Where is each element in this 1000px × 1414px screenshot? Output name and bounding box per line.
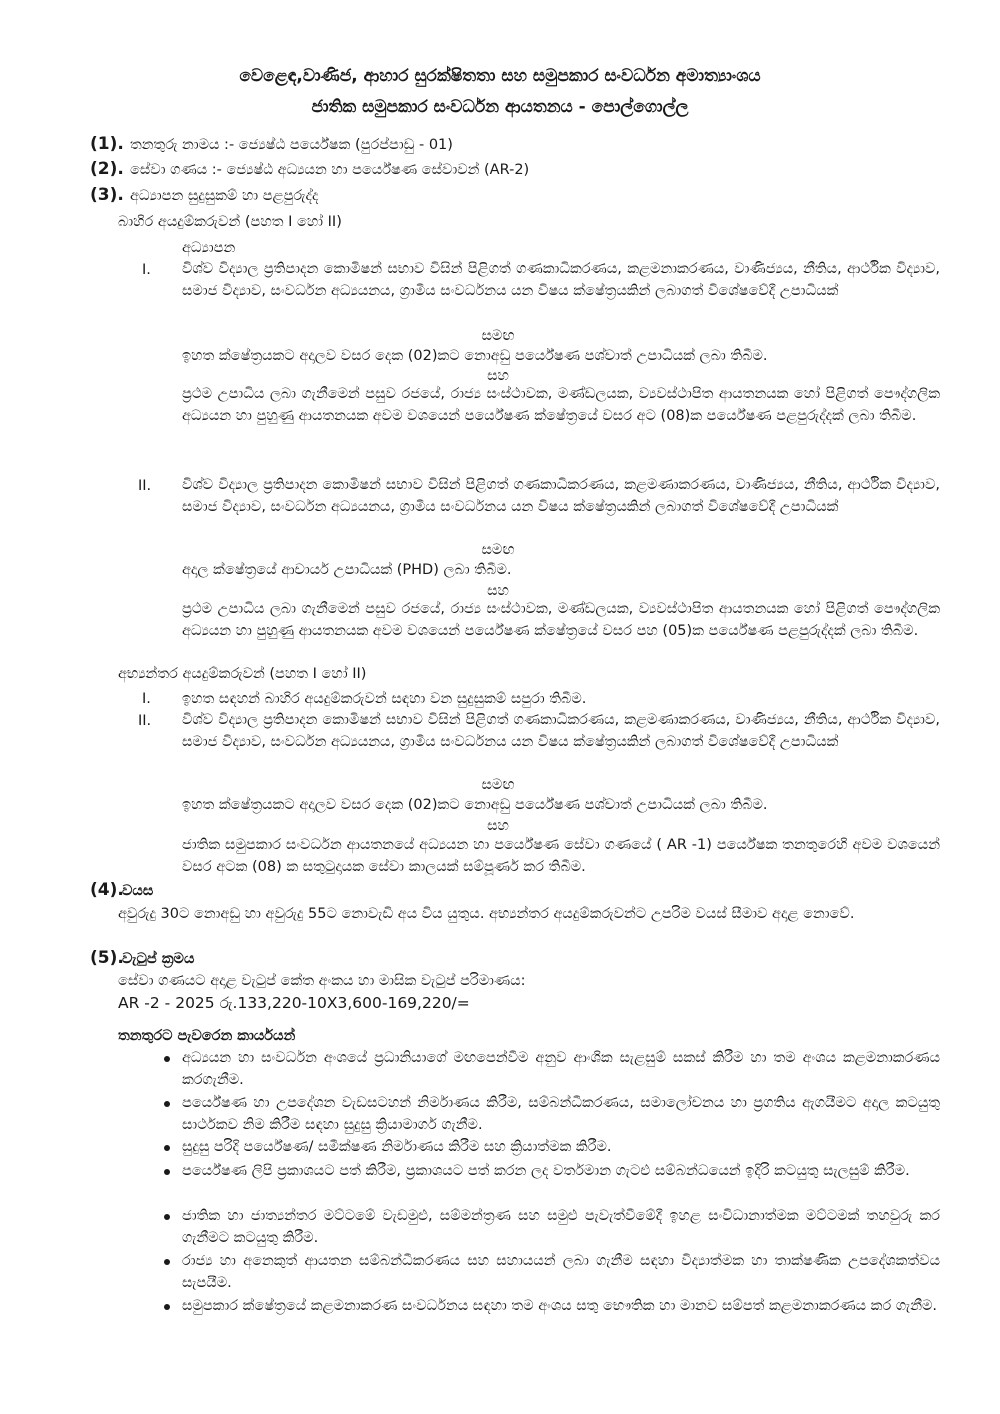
internal-ii-postgrad: ඉහත ක්ෂේත්‍රයකට අදාලව වසර දෙක (02)කට නොඅඩු පර්යේෂණ පශ්චාත් උපාධියක් ලබා තිබීම. bbox=[182, 797, 768, 813]
duties-heading: තනතුරට පැවරෙන කාර්යයන් bbox=[118, 1028, 296, 1044]
external-ii-degree: විශ්ව විද්‍යාල ප්‍රතිපාදන කොමිෂන් සභාව විසින් පිළිගත් ගණකාධිකරණය, කළමණාකරණය, වාණිජ්‍යය, නීතිය, ආර්ථික විද්‍යාව, සමාජ විද්‍යාව, සංවර්ධන අධ්‍යයනය, ග්‍රාමීය සංවර්ධනය යන විෂය ක්ෂේත්‍රයකින් ලබාගත් විශේෂවේදී උපාධියක් bbox=[182, 477, 940, 515]
internal-i-text: ඉහත සඳහන් බාහිර අයදුම්කරුවන් සඳහා වන සුදුසුකම් සපුරා තිබීම. bbox=[182, 691, 587, 707]
service-category: සේවා ගණය :- ජ්‍යෙෂ්ඨ අධ්‍යයන හා පර්යේෂණ සේවාවන් (AR-2) bbox=[130, 162, 530, 178]
age-requirement: අවුරුදු 30ට නොඅඩු හා අවුරුදු 55ට නොවැඩි අය විය යුතුය. අභ්‍යන්තර අයදුම්කරුවන්ට උපරිම වයස් සීමාව අදාළ නොවේ. bbox=[118, 906, 855, 922]
duty-item: සුදුසු පරිදි පර්යේෂණ/ සමීක්ෂණ නිර්මාණය කිරීම සහ ක්‍රියාත්මක කිරීම. bbox=[182, 1139, 612, 1155]
institute-title: ජාතික සමුපකාර සංවර්ධන ආයතනය - පොල්ගොල්ල bbox=[311, 97, 689, 117]
external-i-postgrad: ඉහත ක්ෂේත්‍රයකට අදාලව වසර දෙක (02)කට නොඅඩු පර්යේෂණ පශ්චාත් උපාධියක් ලබා තිබීම. bbox=[182, 348, 768, 364]
external-ii-mark: II. bbox=[138, 478, 152, 494]
internal-ii-and-2: සහ bbox=[487, 818, 509, 834]
qualifications-heading: අධ්‍යාපන සුදුසුකම් හා පළපුරුද්ද bbox=[130, 188, 319, 204]
bullet-icon bbox=[164, 1056, 170, 1062]
duty-item: පර්යේෂණ හා උපදේශන වැඩසටහන් නිර්මාණය කිරීම, සම්බන්ධීකරණය, සමාලෝචනය හා ප්‍රගතිය ඇගයීමට අදාල කටයුතු සාර්ථකව නිම කිරීම සඳහා සුදුසු ක්‍රියාමාර්ග ගැනීම. bbox=[182, 1095, 940, 1133]
age-heading: වයස bbox=[122, 883, 154, 899]
post-title: තනතුරු නාමය :- ජ්‍යෙෂ්ඨ පර්යේෂක (පුරප්පාඩු - 01) bbox=[130, 137, 453, 153]
bullet-icon bbox=[164, 1304, 170, 1310]
bullet-icon bbox=[164, 1214, 170, 1220]
bullet-icon bbox=[164, 1259, 170, 1265]
section-3-number: (3). bbox=[90, 185, 124, 205]
internal-ii-mark: II. bbox=[138, 713, 152, 729]
salary-heading: වැටුප් ක්‍රමය bbox=[122, 951, 195, 967]
section-2-number: (2). bbox=[90, 159, 124, 179]
duty-item: රාජ්‍ය හා අනෙකුත් ආයතන සම්බන්ධීකරණය සහ සහායයන් ලබා ගැනීම සඳහා විද්‍යාත්මක හා තාක්ෂණික උපදේශකත්වය සැපයීම. bbox=[182, 1253, 940, 1291]
duty-item: ජාතික හා ජාත්‍යන්තර මට්ටමේ වැඩමුළු, සම්මන්ත්‍රණ සහ සමුළු පැවැත්වීමේදී ඉහළ සංවිධානාත්මක මට්ටමක් තහවුරු කර ගැනීමට කටයුතු කිරීම. bbox=[182, 1208, 940, 1246]
duty-item: අධ්‍යයන හා සංවර්ධන අංශයේ ප්‍රධානියාගේ මඟපෙන්වීම අනුව ආංශික සැළසුම් සකස් කිරීම හා තම අංශය කළමනාකරණය කරගැනීම. bbox=[182, 1050, 940, 1088]
external-i-and-1: සමඟ bbox=[481, 328, 515, 344]
internal-ii-service: ජාතික සමුපකාර සංවර්ධන ආයතනයේ අධ්‍යයන හා පර්යේෂණ සේවා ගණයේ ( AR -1) පර්යේෂක තනතුරෙහි අවම වශයෙන් වසර අටක (08) ක සතුටුදායක සේවා කාලයක් සම්පූර්ණ කර තිබීම. bbox=[182, 837, 940, 875]
duty-item: සමුපකාර ක්ෂේත්‍රයේ කළමනාකරණ සංවර්ධනය සඳහා තම අංශය සතු භෞතික හා මානව සම්පත් කළමනාකරණය කර ගැනීම. bbox=[182, 1298, 938, 1314]
external-ii-experience: ප්‍රථම උපාධිය ලබා ගැනීමෙන් පසුව රජයේ, රාජ්‍ය සංස්ථාවක, මණ්ඩලයක, ව්‍යවස්ථාපිත ආයතනයක හෝ පිළිගත් පෞද්ගලික අධ්‍යයන හා පුහුණු ආයතනයක අවම වශයෙන් පර්යේෂණ ක්ෂේත්‍රයේ වසර පහ (05)ක පර්යේෂණ පළපුරුද්දක් ලබා තිබීම. bbox=[182, 601, 940, 639]
bullet-icon bbox=[164, 1169, 170, 1175]
external-ii-phd: අදාල ක්ෂේත්‍රයේ ආචාර්ය උපාධියක් (PHD) ලබා තිබීම. bbox=[182, 562, 512, 578]
external-applicants-heading: බාහිර අයදුම්කරුවන් (පහත I හෝ II) bbox=[118, 214, 342, 230]
salary-scale-label: සේවා ගණයට අදාළ වැටුප් කේත අංකය හා මාසික වැටුප් පරිමාණය: bbox=[118, 973, 526, 989]
duty-item: පර්යේෂණ ලිපි ප්‍රකාශයට පත් කිරීම, ප්‍රකාශයට පත් කරන ලද වර්තමාන ගැටළු සම්බන්ධයෙන් ඉදිරි කටයුතු සැලසුම් කිරීම. bbox=[182, 1163, 910, 1179]
section-1-number: (1). bbox=[90, 134, 124, 154]
external-ii-and-2: සහ bbox=[487, 583, 509, 599]
section-5-number: (5). bbox=[90, 948, 124, 968]
internal-i-mark: I. bbox=[142, 691, 151, 707]
external-i-mark: I. bbox=[142, 262, 151, 278]
external-i-and-2: සහ bbox=[487, 368, 509, 384]
external-i-degree: විශ්ව විද්‍යාල ප්‍රතිපාදන කොමිෂන් සභාව විසින් පිළිගත් ගණකාධිකරණය, කළමනාකරණය, වාණිජ්‍යය, නීතිය, ආර්ථික විද්‍යාව, සමාජ විද්‍යාව, සංවර්ධන අධ්‍යයනය, ග්‍රාමීය සංවර්ධනය යන විෂය ක්ෂේත්‍රයකින් ලබාගත් විශේෂවේදී උපාධියක් bbox=[182, 261, 940, 299]
bullet-icon bbox=[164, 1145, 170, 1151]
internal-ii-and-1: සමඟ bbox=[481, 777, 515, 793]
ministry-title: වෙළෙඳ,වාණිජ, ආහාර සුරක්ෂිතතා සහ සමුපකාර සංවර්ධන අමාත්‍යාංශය bbox=[239, 66, 761, 86]
external-ii-and-1: සමඟ bbox=[481, 542, 515, 558]
section-4-number: (4). bbox=[90, 880, 124, 900]
salary-scale-value: AR -2 - 2025 රු.133,220-10X3,600-169,220/= bbox=[118, 994, 470, 1012]
external-i-experience: ප්‍රථම උපාධිය ලබා ගැනීමෙන් පසුව රජයේ, රාජ්‍ය සංස්ථාවක, මණ්ඩලයක, ව්‍යවස්ථාපිත ආයතනයක හෝ පිළිගත් පෞද්ගලික අධ්‍යයන හා පුහුණු ආයතනයක අවම වශයෙන් පර්යේෂණ ක්ෂේත්‍රයේ වසර අට (08)ක පර්යේෂණ පළපුරුද්දක් ලබා තිබීම. bbox=[182, 386, 940, 424]
internal-ii-degree: විශ්ව විද්‍යාල ප්‍රතිපාදන කොමිෂන් සභාව විසින් පිළිගත් ගණකාධිකරණය, කළමණාකරණය, වාණිජ්‍යය, නීතිය, ආර්ථික විද්‍යාව, සමාජ විද්‍යාව, සංවර්ධන අධ්‍යයනය, ග්‍රාමීය සංවර්ධනය යන විෂය ක්ෂේත්‍රයකින් ලබාගත් විශේෂවේදී උපාධියක් bbox=[182, 712, 940, 750]
education-label: අධ්‍යාපන bbox=[182, 240, 236, 256]
bullet-icon bbox=[164, 1101, 170, 1107]
internal-applicants-heading: අභ්‍යන්තර අයදුම්කරුවන් (පහත I හෝ II) bbox=[118, 666, 367, 682]
